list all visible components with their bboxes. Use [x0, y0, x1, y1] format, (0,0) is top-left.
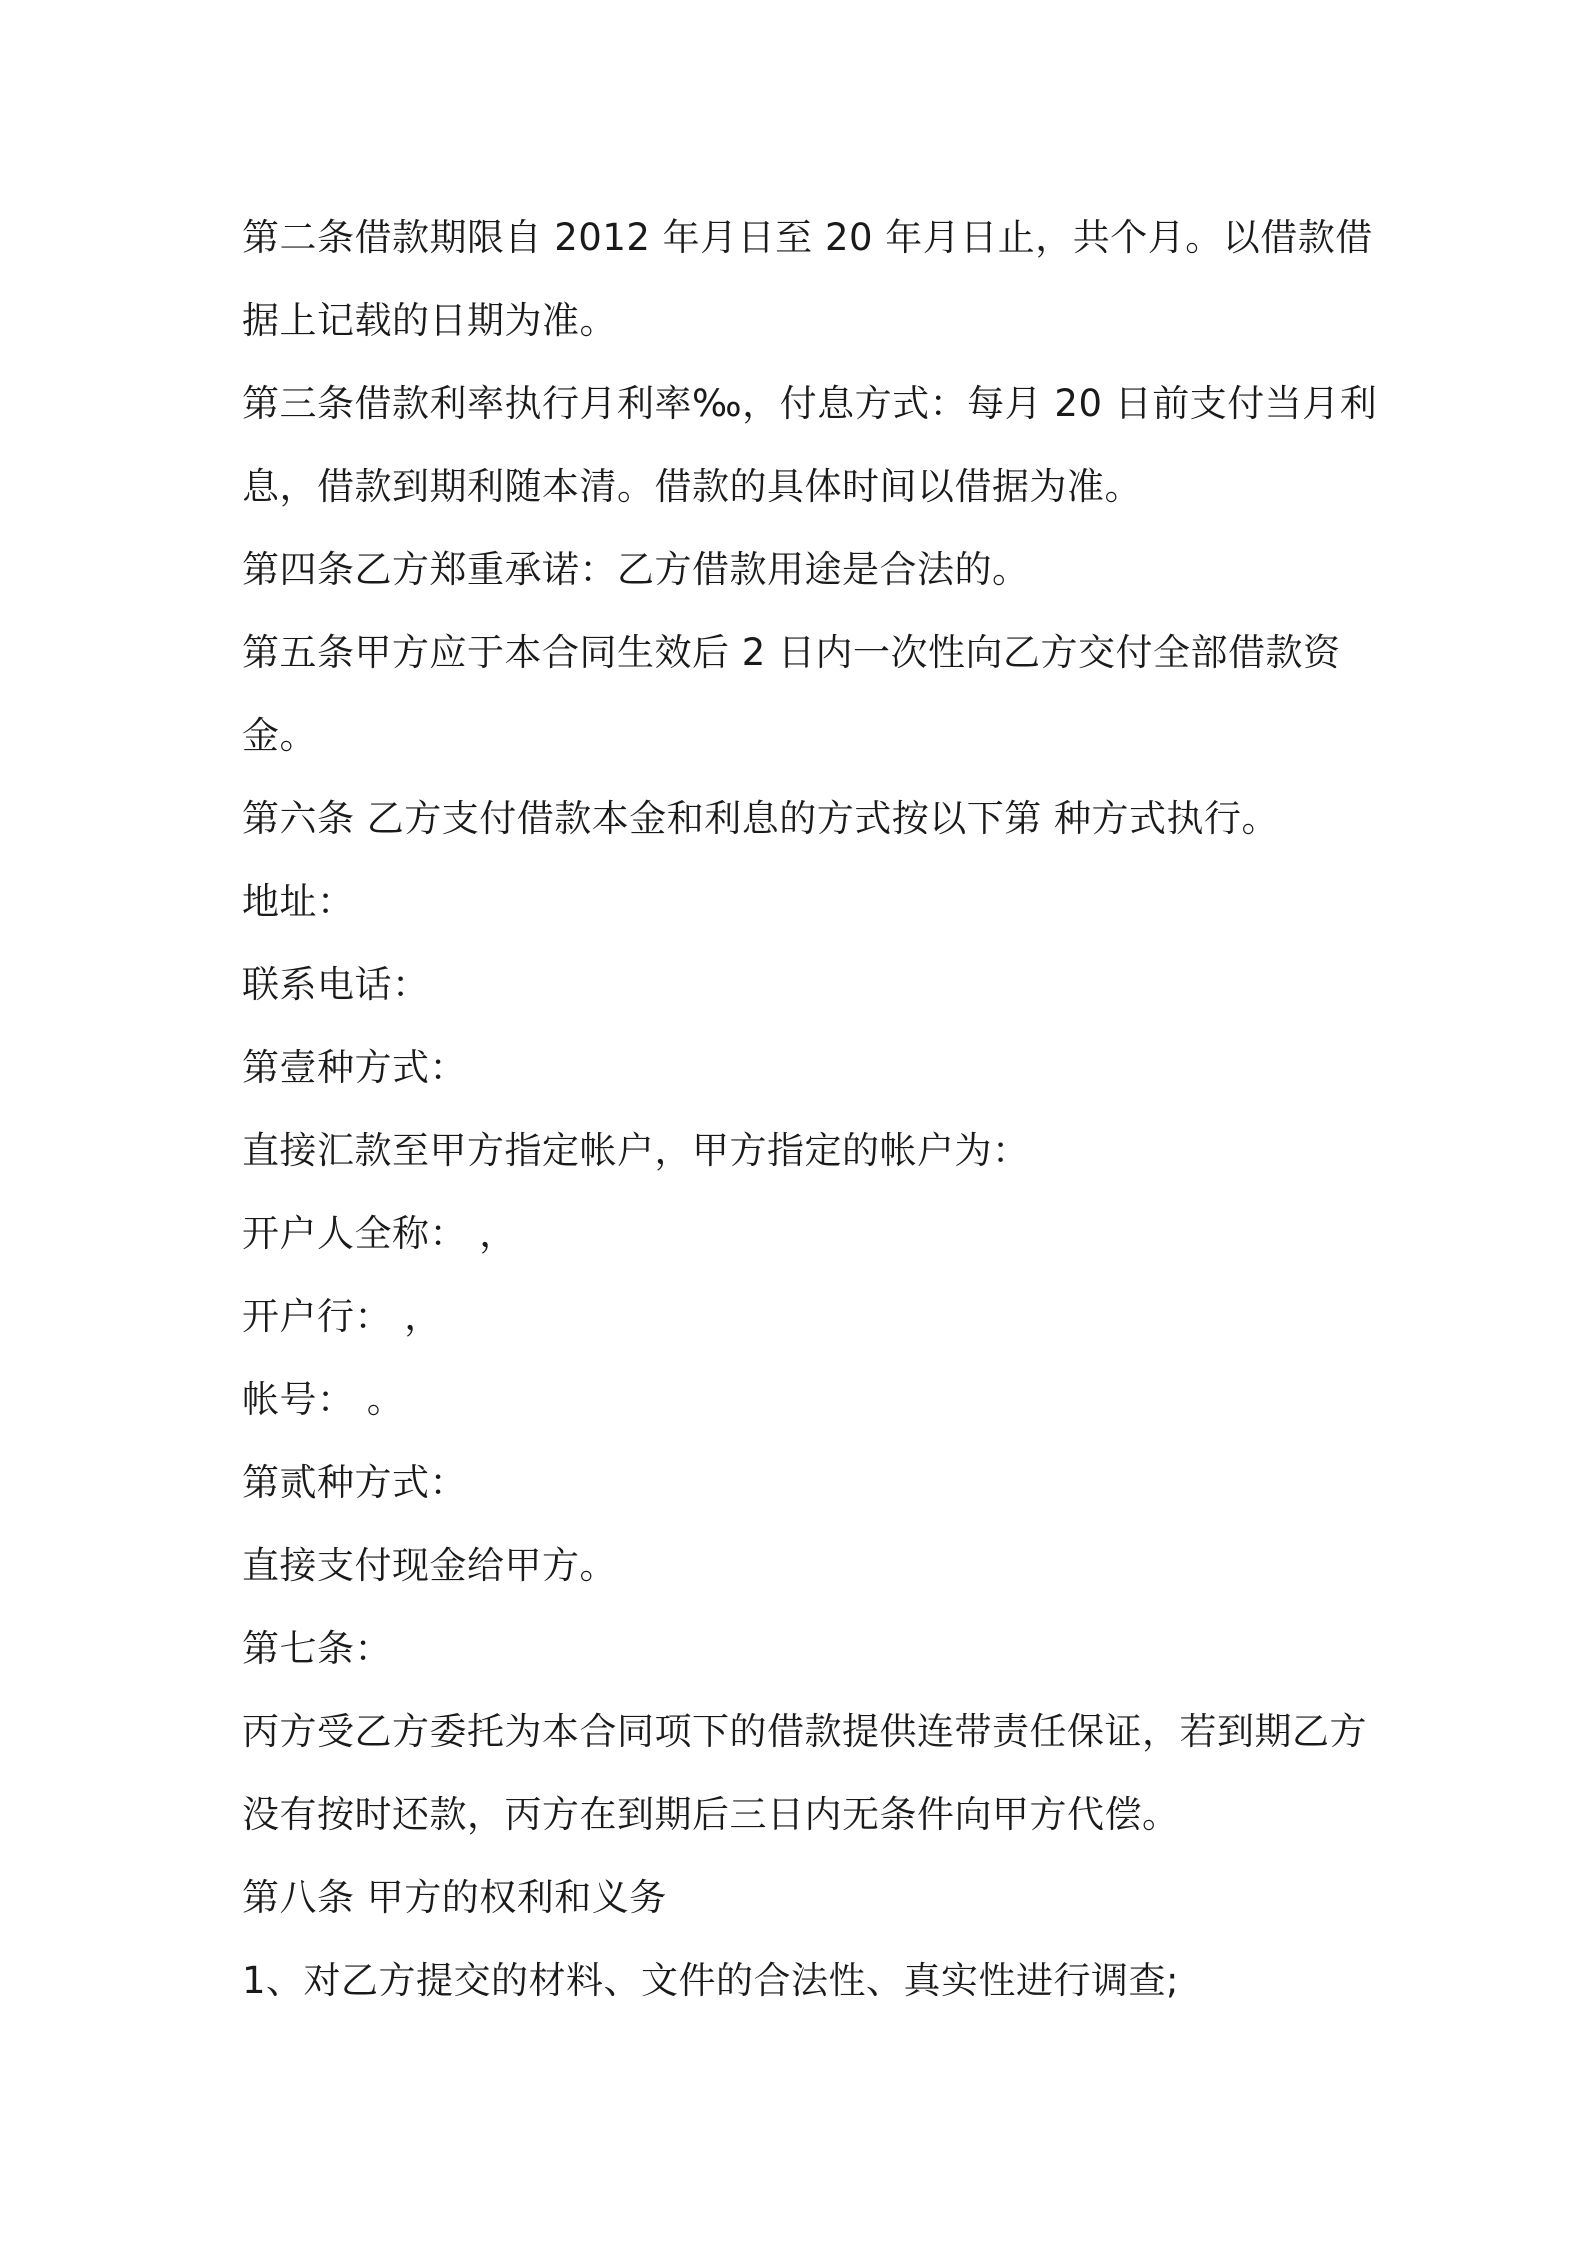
text-line: 帐号： 。 [242, 1378, 405, 1421]
text-line: 开户行： ， [242, 1295, 442, 1338]
text-line: 第六条 乙方支付借款本金和利息的方式按以下第 种方式执行。 [242, 797, 1280, 840]
text-line: 第八条 甲方的权利和义务 [242, 1876, 667, 1919]
text-line: 第三条借款利率执行月利率‰，付息方式：每月 20 日前支付当月利 [242, 382, 1378, 425]
text-line: 第二条借款期限自 2012 年月日至 20 年月日止，共个月。以借款借 [242, 216, 1373, 259]
text-line: 丙方受乙方委托为本合同项下的借款提供连带责任保证，若到期乙方 [242, 1710, 1367, 1753]
text-line: 第壹种方式： [242, 1046, 467, 1089]
text-line: 第五条甲方应于本合同生效后 2 日内一次性向乙方交付全部借款资 [242, 631, 1341, 674]
text-line: 第贰种方式： [242, 1461, 467, 1504]
text-line: 直接支付现金给甲方。 [242, 1544, 617, 1587]
text-line: 息，借款到期利随本清。借款的具体时间以借据为准。 [242, 465, 1142, 508]
text-line: 1、对乙方提交的材料、文件的合法性、真实性进行调查; [242, 1959, 1180, 2002]
text-line: 直接汇款至甲方指定帐户，甲方指定的帐户为： [242, 1129, 1030, 1172]
text-line: 金。 [242, 714, 317, 757]
text-line: 地址： [242, 880, 355, 923]
text-line: 第七条： [242, 1627, 392, 1670]
contract-body [242, 196, 1378, 2022]
text-line: 开户人全称： ， [242, 1212, 517, 1255]
text-line: 联系电话： [242, 963, 430, 1006]
text-line: 没有按时还款，丙方在到期后三日内无条件向甲方代偿。 [242, 1793, 1180, 1836]
text-line: 据上记载的日期为准。 [242, 299, 617, 342]
text-line: 第四条乙方郑重承诺：乙方借款用途是合法的。 [242, 548, 1030, 591]
